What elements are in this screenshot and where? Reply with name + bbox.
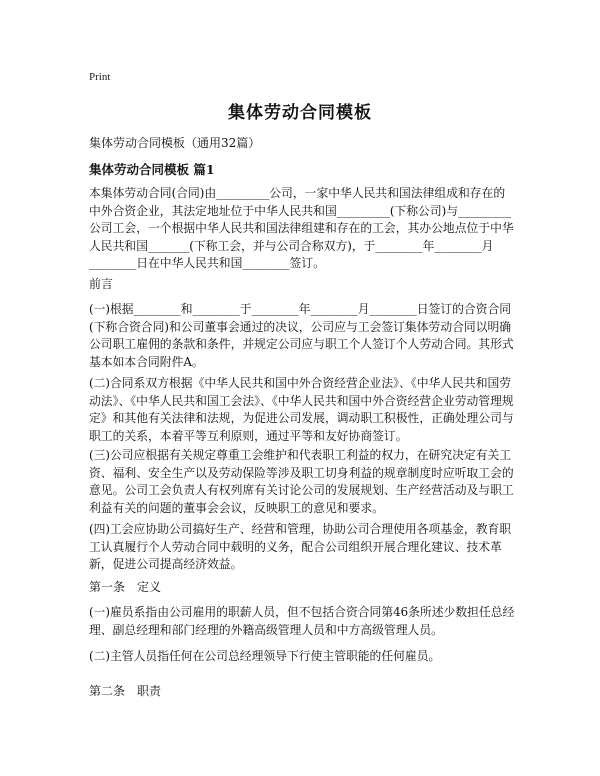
paragraph-definition-2: (二)主管人员指任何在公司总经理领导下行使主管职能的任何雇员。 [89, 649, 441, 663]
article-2-heading: 第二条 职责 [89, 684, 162, 698]
paragraph-4: (四)工会应协助公司搞好生产、经营和管理，协助公司合理使用各项基金，教育职工认真履行个人劳动合同中载明的义务，配合公司组织开展合理化建议、技术革新，促进公司提高经济效益。 [89, 522, 512, 571]
paragraph-3: (三)公司应根据有关规定尊重工会维护和代表职工利益的权力，在研究决定有关工资、福利、安全生产以及劳动保险等涉及职工切身利益的规章制度时应听取工会的意见。公司工会负责人有权列席有关讨论公司的发展规划、生产经营活动及与职工利益有关的问题的董事会会议，反映职工的意见和要求。 [89, 448, 514, 515]
document-subtitle: 集体劳动合同模板（通用32篇） [89, 136, 261, 150]
article-1-heading: 第一条 定义 [89, 580, 162, 594]
paragraph-2: (二)合同系双方根据《中华人民共和国中外合资经营企业法》、《中华人民共和国劳动法》、《中华人民共和国工会法》、《中华人民共和国中外合资经营企业劳动管理规定》和其他有关法律和法规，为促进公司发展，调动职工积极性，正确处理公司与职工的关系，本着平等互利原则，通过平等和友好协商签订。 [89, 376, 514, 443]
section-heading: 集体劳动合同模板 篇1 [89, 162, 215, 177]
paragraph-1: (一)根据________和________于________年________月________日签订的合资合同(下称合资合同)和公司董事会通过的决议，公司应与工会签订集体劳动合同以明确公司职工雇佣的条款和条件，并规定公司应与职工个人签订个人劳动合同。其形式基本如本合同附件A。 [89, 302, 514, 369]
paragraph-definition-1: (一)雇员系指由公司雇用的职薪人员，但不包括合资合同第46条所述少数担任总经理、副总经理和部门经理的外籍高级管理人员和中方高级管理人员。 [89, 605, 515, 637]
heading-preface: 前言 [89, 277, 114, 291]
print-link[interactable]: Print [89, 71, 111, 83]
paragraph-intro: 本集体劳动合同(合同)由_________公司，一家中华人民共和国法律组成和存在的中外合资企业，其法定地址位于中华人民共和国_________(下称公司)与_________公司工会，一个根据中华人民共和国法律组建和存在的工会，其办公地点位于中华人民共和国_______(下称工会，并与公司合称双方)，于________年________月________日在中华人民共和国________签订。 [89, 186, 514, 270]
document-title: 集体劳动合同模板 [228, 103, 372, 123]
